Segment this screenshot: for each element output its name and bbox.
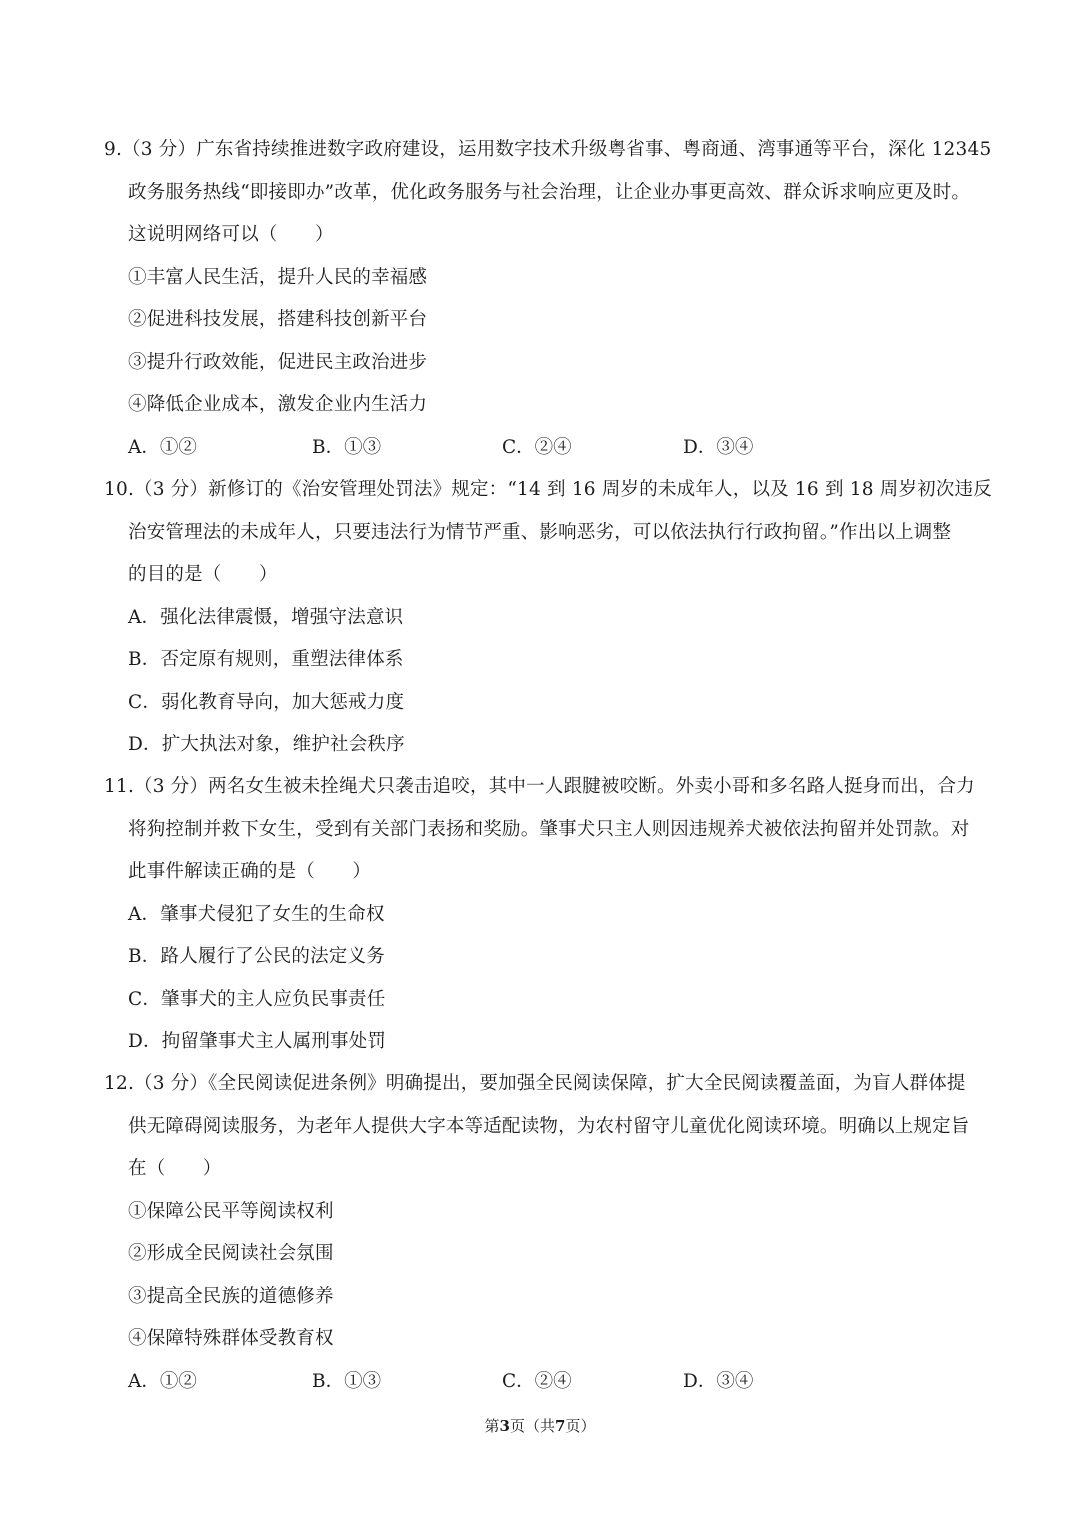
- q10-option-a: A．强化法律震慑，增强守法意识: [128, 607, 404, 628]
- q9-item-1: ①丰富人民生活，提升人民的幸福感: [128, 267, 428, 288]
- q11-option-c: C．肇事犬的主人应负民事责任: [128, 989, 386, 1010]
- q10-stem-line-3: 的目的是（ ）: [128, 564, 278, 585]
- q9-option-c: C．②④: [502, 437, 572, 458]
- q12-item-3: ③提高全民族的道德修养: [128, 1286, 334, 1307]
- q11-option-a: A．肇事犬侵犯了女生的生命权: [128, 904, 385, 925]
- q12-option-b: B．①③: [312, 1371, 382, 1392]
- q11-stem-line-2: 将狗控制并救下女生，受到有关部门表扬和奖励。肇事犬只主人则因违规养犬被依法拘留并处罚款。对: [128, 819, 970, 840]
- q9-item-4: ④降低企业成本，激发企业内生活力: [128, 394, 428, 415]
- q12-stem-line-3: 在（ ）: [128, 1158, 222, 1179]
- q12-stem-line-2: 供无障碍阅读服务，为老年人提供大字本等适配读物，为农村留守儿童优化阅读环境。明确以上规定旨: [128, 1116, 970, 1137]
- q11-stem-line-3: 此事件解读正确的是（ ）: [128, 861, 372, 882]
- footer-suffix: 页）: [565, 1417, 596, 1435]
- q9-option-a: A．①②: [128, 437, 197, 458]
- q9-stem-line-3: 这说明网络可以（ ）: [128, 224, 334, 245]
- q9-item-2: ②促进科技发展，搭建科技创新平台: [128, 309, 428, 330]
- q12-stem-line-1: 12.（3 分）《全民阅读促进条例》明确提出，要加强全民阅读保障，扩大全民阅读覆盖面，为盲人群体提: [104, 1073, 966, 1094]
- q12-item-1: ①保障公民平等阅读权利: [128, 1201, 334, 1222]
- q12-option-a: A．①②: [128, 1371, 197, 1392]
- q9-item-3: ③提升行政效能，促进民主政治进步: [128, 352, 428, 373]
- footer-total-pages: 7: [555, 1417, 566, 1435]
- q9-option-b: B．①③: [312, 437, 382, 458]
- q9-option-d: D．③④: [683, 437, 754, 458]
- q9-stem-line-2: 政务服务热线“即接即办”改革，优化政务服务与社会治理，让企业办事更高效、群众诉求响应更及时。: [128, 182, 971, 203]
- q12-option-c: C．②④: [502, 1371, 572, 1392]
- footer-middle: 页（共: [509, 1417, 555, 1435]
- q10-stem-line-1: 10.（3 分）新修订的《治安管理处罚法》规定：“14 到 16 周岁的未成年人，以及 16 到 18 周岁初次违反: [104, 479, 992, 500]
- q9-stem-line-1: 9.（3 分）广东省持续推进数字政府建设，运用数字技术升级粤省事、粤商通、湾事通等平台，深化 12345: [104, 139, 992, 160]
- q12-option-d: D．③④: [683, 1371, 754, 1392]
- page-footer: [0, 1414, 1080, 1438]
- q10-option-c: C．弱化教育导向，加大惩戒力度: [128, 692, 405, 713]
- footer-page-number: 3: [499, 1417, 510, 1435]
- q10-stem-line-2: 治安管理法的未成年人，只要违法行为情节严重、影响恶劣，可以依法执行行政拘留。”作出以上调整: [128, 522, 952, 543]
- q11-option-b: B．路人履行了公民的法定义务: [128, 946, 385, 967]
- q12-item-4: ④保障特殊群体受教育权: [128, 1328, 334, 1349]
- q11-option-d: D．拘留肇事犬主人属刑事处罚: [128, 1031, 387, 1052]
- q10-option-b: B．否定原有规则，重塑法律体系: [128, 649, 404, 670]
- q10-option-d: D．扩大执法对象，维护社会秩序: [128, 734, 405, 755]
- q11-stem-line-1: 11.（3 分）两名女生被未拴绳犬只袭击追咬，其中一人跟腱被咬断。外卖小哥和多名路人挺身而出，合力: [104, 776, 975, 797]
- footer-prefix: 第: [484, 1417, 500, 1435]
- q12-item-2: ②形成全民阅读社会氛围: [128, 1243, 334, 1264]
